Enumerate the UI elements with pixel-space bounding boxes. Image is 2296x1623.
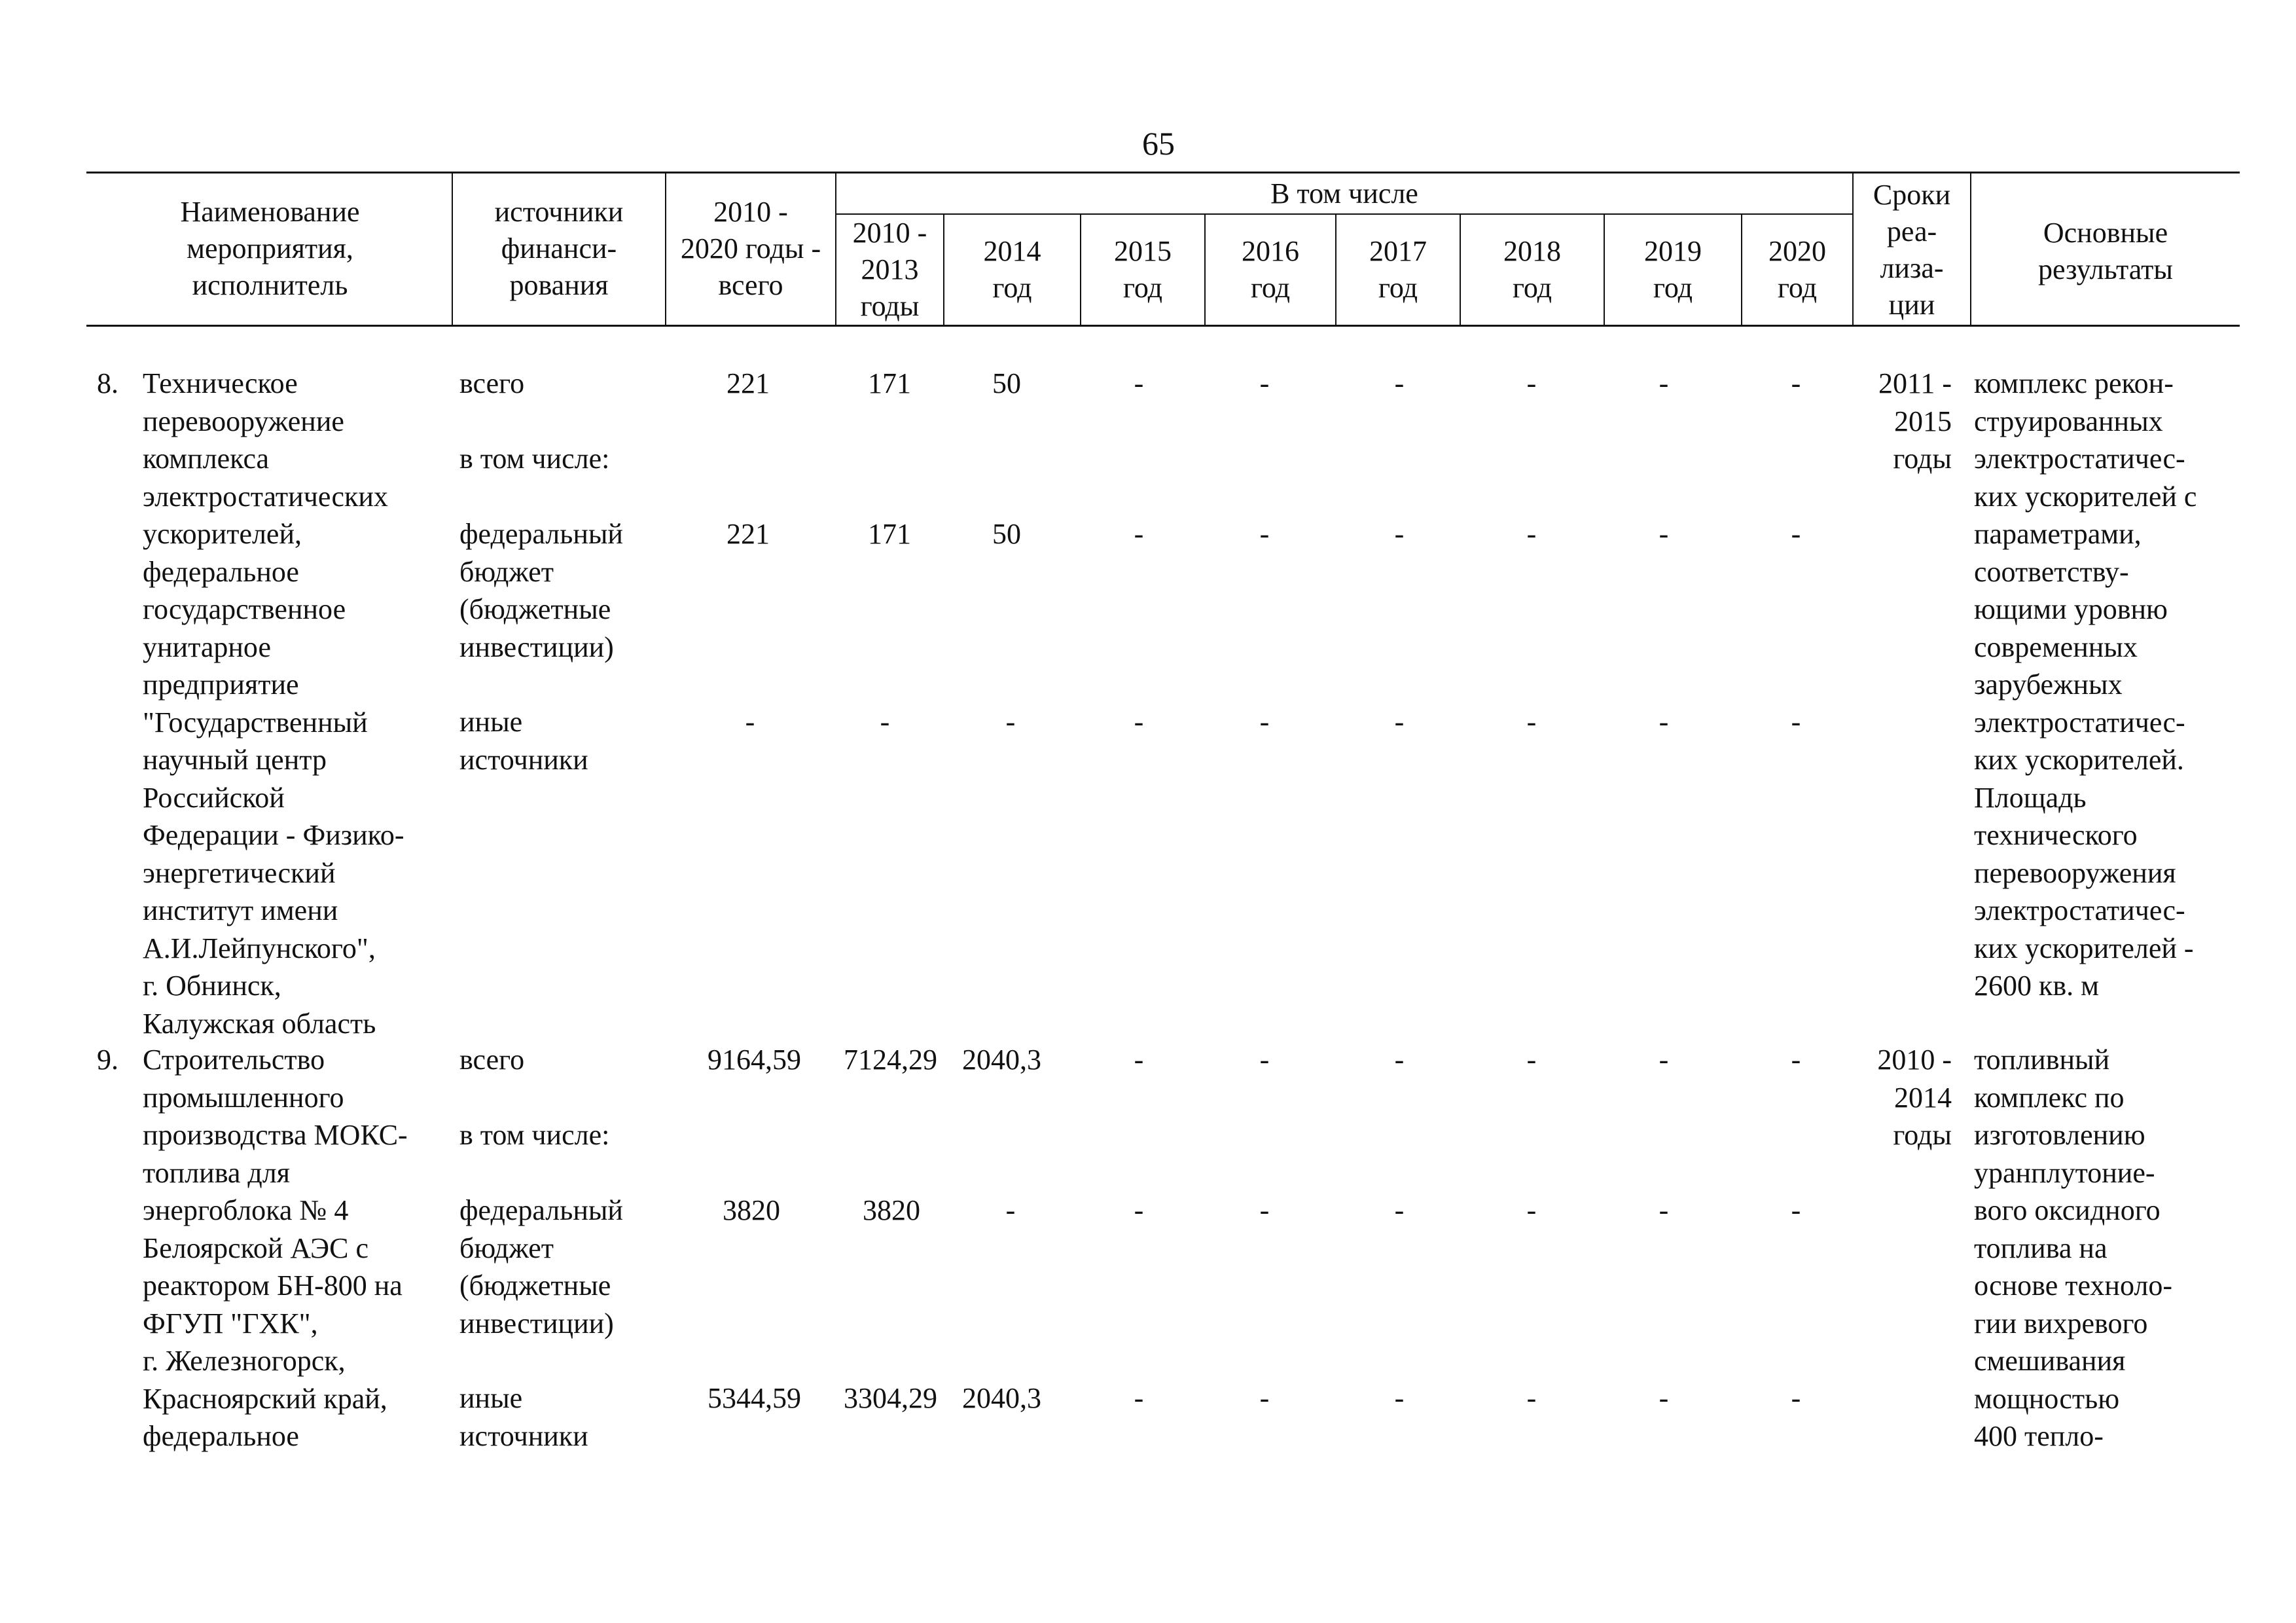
text-line: бюджет — [459, 1231, 554, 1264]
text-line: энергетический — [143, 856, 336, 889]
value-2019: - — [1659, 1194, 1669, 1226]
row-number: 9. — [97, 1044, 118, 1076]
text-line: инвестиции) — [459, 1307, 614, 1340]
value-2020: - — [1791, 518, 1801, 550]
text-line: ющими уровню — [1974, 593, 2168, 625]
value-2010-2013: 171 — [868, 367, 911, 399]
value-total: 5344,59 — [708, 1382, 801, 1414]
text-line: струированных — [1974, 405, 2163, 437]
value-total: 221 — [726, 367, 770, 399]
value-2015: - — [1134, 706, 1144, 738]
value-total: 221 — [726, 518, 770, 550]
text-line: Калужская область — [143, 1007, 376, 1040]
header-bottom-rule — [86, 325, 2240, 327]
header-year-unit: год — [1250, 272, 1291, 304]
text-line: государственное — [143, 593, 346, 625]
text-line: соответству- — [1974, 555, 2129, 588]
value-2010-2013: 3820 — [863, 1194, 920, 1226]
text-line: федеральное — [143, 1420, 299, 1452]
text-line: 400 тепло- — [1974, 1420, 2104, 1452]
text-line: электростатичес- — [1974, 706, 2185, 739]
value-2018: - — [1526, 518, 1537, 550]
header-year-unit: год — [1512, 272, 1552, 304]
text-line: уранплутоние- — [1974, 1156, 2155, 1189]
header-line: ции — [1888, 289, 1935, 321]
text-line: бюджет — [459, 555, 554, 588]
header-terms — [1854, 177, 1970, 323]
text-line: 2010 - — [1877, 1044, 1952, 1076]
header-line: источники — [494, 196, 624, 228]
header-line: Наименование — [180, 196, 360, 228]
value-2019: - — [1659, 706, 1669, 738]
text-line: современных — [1974, 630, 2138, 663]
value-total: 9164,59 — [708, 1044, 801, 1076]
text-line: ускорителей, — [143, 518, 302, 550]
value-2016: - — [1259, 367, 1270, 399]
value-total: - — [745, 706, 755, 738]
main-results — [1974, 1041, 2172, 1455]
header-name — [92, 194, 448, 304]
header-year: 2019 — [1644, 235, 1702, 267]
value-2017: - — [1394, 1382, 1405, 1414]
header-subrule — [835, 213, 1852, 215]
text-line: вого оксидного — [1974, 1194, 2161, 1226]
header-line: результаты — [2038, 253, 2173, 285]
header-year-unit: год — [1653, 272, 1693, 304]
text-line: инвестиции) — [459, 630, 614, 663]
header-year-unit: год — [1122, 272, 1163, 304]
text-line: 2011 - — [1878, 367, 1952, 399]
text-line: А.И.Лейпунского", — [143, 932, 376, 964]
value-2018: - — [1526, 1382, 1537, 1414]
measure-name — [143, 365, 404, 1042]
text-line: перевооружение — [143, 405, 344, 437]
header-line: финанси- — [501, 232, 617, 264]
text-line: топлива на — [1974, 1231, 2108, 1264]
text-line: ких ускорителей с — [1974, 480, 2197, 513]
text-line: ких ускорителей - — [1974, 932, 2194, 964]
header-year: 2018 — [1503, 235, 1561, 267]
text-line: мощностью — [1974, 1382, 2120, 1415]
header-line: лиза- — [1880, 252, 1944, 284]
funding-label: всего — [459, 367, 525, 399]
header-year-2016 — [1206, 233, 1335, 306]
funding-label: в том числе: — [459, 1119, 610, 1151]
header-year-2017 — [1336, 233, 1460, 306]
funding-label — [459, 515, 623, 666]
value-2017: - — [1394, 706, 1405, 738]
value-2020: - — [1791, 367, 1801, 399]
funding-label: всего — [459, 1044, 525, 1076]
text-line: (бюджетные — [459, 593, 611, 625]
text-line: федеральный — [459, 518, 623, 550]
funding-label — [459, 1192, 623, 1342]
value-2018: - — [1526, 367, 1537, 399]
text-line: иные — [459, 706, 523, 738]
header-period — [836, 215, 943, 325]
text-line: Белоярской АЭС с — [143, 1231, 368, 1264]
text-line: изготовлению — [1974, 1119, 2145, 1151]
text-line: комплекса — [143, 443, 270, 475]
text-line: (бюджетные — [459, 1269, 611, 1302]
page-number: 65 — [1142, 125, 1175, 162]
header-line: мероприятия, — [187, 232, 353, 264]
value-2017: - — [1394, 518, 1405, 550]
header-year-2020 — [1742, 233, 1852, 306]
header-line: исполнитель — [192, 269, 348, 301]
funding-label: в том числе: — [459, 443, 610, 475]
header-line: Сроки — [1873, 179, 1951, 211]
header-line: годы — [860, 290, 920, 322]
value-total: 3820 — [723, 1194, 780, 1226]
text-line: электростатичес- — [1974, 443, 2185, 475]
header-line: 2013 — [861, 253, 919, 285]
text-line: перевооружения — [1974, 856, 2176, 889]
text-line: комплекс по — [1974, 1081, 2125, 1114]
header-line: 2010 - — [713, 196, 788, 228]
header-line: реа- — [1886, 215, 1937, 247]
text-line: промышленного — [143, 1081, 344, 1114]
value-2016: - — [1259, 1382, 1270, 1414]
text-line: реактором БН-800 на — [143, 1269, 403, 1302]
text-line: "Государственный — [143, 706, 368, 739]
value-2015: - — [1134, 518, 1144, 550]
header-total — [666, 194, 835, 304]
value-2017: - — [1394, 367, 1405, 399]
header-line: 2010 - — [852, 217, 927, 249]
header-source — [453, 194, 665, 304]
value-2019: - — [1659, 518, 1669, 550]
text-line: федеральный — [459, 1194, 623, 1226]
value-2018: - — [1526, 706, 1537, 738]
value-2014: 2040,3 — [962, 1044, 1041, 1076]
funding-label — [459, 1379, 588, 1455]
text-line: 2600 кв. м — [1974, 970, 2099, 1002]
text-line: технического — [1974, 819, 2138, 851]
header-results — [1971, 215, 2240, 288]
header-year-2018 — [1461, 233, 1604, 306]
header-year-unit: год — [1378, 272, 1418, 304]
text-line: ких ускорителей. — [1974, 744, 2184, 776]
value-2014: 2040,3 — [962, 1382, 1041, 1414]
value-2019: - — [1659, 367, 1669, 399]
value-2010-2013: 7124,29 — [844, 1044, 937, 1076]
implementation-terms — [1854, 365, 1952, 478]
text-line: Федерации - Физико- — [143, 819, 404, 851]
value-2015: - — [1134, 1382, 1144, 1414]
value-2010-2013: 3304,29 — [844, 1382, 937, 1414]
header-year: 2015 — [1114, 235, 1172, 267]
text-line: топливный — [1974, 1044, 2110, 1076]
value-2010-2013: - — [880, 706, 890, 738]
header-line: Основные — [2043, 217, 2168, 249]
text-line: Красноярский край, — [143, 1382, 387, 1415]
header-top-rule — [86, 172, 2240, 173]
header-year-unit: год — [1777, 272, 1818, 304]
value-2017: - — [1394, 1044, 1405, 1076]
text-line: Площадь — [1974, 781, 2087, 814]
text-line: иные — [459, 1382, 523, 1414]
text-line: предприятие — [143, 668, 299, 701]
text-line: ФГУП "ГХК", — [143, 1307, 318, 1340]
text-line: г. Железногорск, — [143, 1345, 346, 1377]
text-line: Российской — [143, 781, 285, 814]
value-2014: - — [1005, 706, 1016, 738]
value-2019: - — [1659, 1382, 1669, 1414]
header-year: 2016 — [1242, 235, 1299, 267]
header-year: 2020 — [1768, 235, 1826, 267]
text-line: топлива для — [143, 1156, 291, 1189]
text-line: годы — [1893, 443, 1952, 475]
value-2018: - — [1526, 1044, 1537, 1076]
funding-label — [459, 703, 588, 778]
text-line: годы — [1893, 1119, 1952, 1151]
value-2016: - — [1259, 706, 1270, 738]
text-line: параметрами, — [1974, 518, 2142, 550]
measure-name — [143, 1041, 408, 1455]
header-line: всего — [718, 269, 783, 301]
text-line: источники — [459, 1419, 588, 1452]
header-year-unit: год — [992, 272, 1032, 304]
text-line: 2015 — [1894, 405, 1952, 437]
value-2019: - — [1659, 1044, 1669, 1076]
value-2014: 50 — [992, 518, 1021, 550]
header-including: В том числе — [1270, 177, 1418, 210]
text-line: энергоблока № 4 — [143, 1194, 349, 1226]
value-2010-2013: 171 — [868, 518, 911, 550]
value-2020: - — [1791, 706, 1801, 738]
implementation-terms — [1854, 1041, 1952, 1154]
value-2015: - — [1134, 1044, 1144, 1076]
value-2016: - — [1259, 1194, 1270, 1226]
main-results — [1974, 365, 2197, 1005]
text-line: электростатичес- — [1974, 894, 2185, 926]
text-line: основе техноло- — [1974, 1269, 2172, 1302]
text-line: источники — [459, 743, 588, 776]
text-line: гии вихревого — [1974, 1307, 2148, 1340]
header-line: 2020 годы - — [680, 232, 821, 264]
text-line: комплекс рекон- — [1974, 367, 2174, 399]
header-year-2015 — [1081, 233, 1204, 306]
header-year-2019 — [1605, 233, 1741, 306]
text-line: электростатических — [143, 480, 388, 513]
header-year-2014 — [944, 233, 1080, 306]
text-line: Строительство — [143, 1044, 325, 1076]
header-year: 2017 — [1369, 235, 1427, 267]
value-2016: - — [1259, 518, 1270, 550]
value-2018: - — [1526, 1194, 1537, 1226]
value-2020: - — [1791, 1194, 1801, 1226]
value-2015: - — [1134, 367, 1144, 399]
value-2017: - — [1394, 1194, 1405, 1226]
text-line: федеральное — [143, 555, 299, 588]
text-line: 2014 — [1894, 1081, 1952, 1114]
header-line: рования — [509, 269, 609, 301]
value-2016: - — [1259, 1044, 1270, 1076]
text-line: унитарное — [143, 630, 272, 663]
text-line: смешивания — [1974, 1345, 2126, 1377]
text-line: зарубежных — [1974, 668, 2123, 701]
value-2015: - — [1134, 1194, 1144, 1226]
text-line: г. Обнинск, — [143, 970, 281, 1002]
text-line: научный центр — [143, 744, 327, 776]
value-2020: - — [1791, 1382, 1801, 1414]
value-2014: 50 — [992, 367, 1021, 399]
text-line: институт имени — [143, 894, 338, 926]
text-line: производства МОКС- — [143, 1119, 408, 1151]
value-2014: - — [1005, 1194, 1016, 1226]
row-number: 8. — [97, 367, 118, 399]
text-line: Техническое — [143, 367, 298, 399]
header-year: 2014 — [983, 235, 1041, 267]
value-2020: - — [1791, 1044, 1801, 1076]
